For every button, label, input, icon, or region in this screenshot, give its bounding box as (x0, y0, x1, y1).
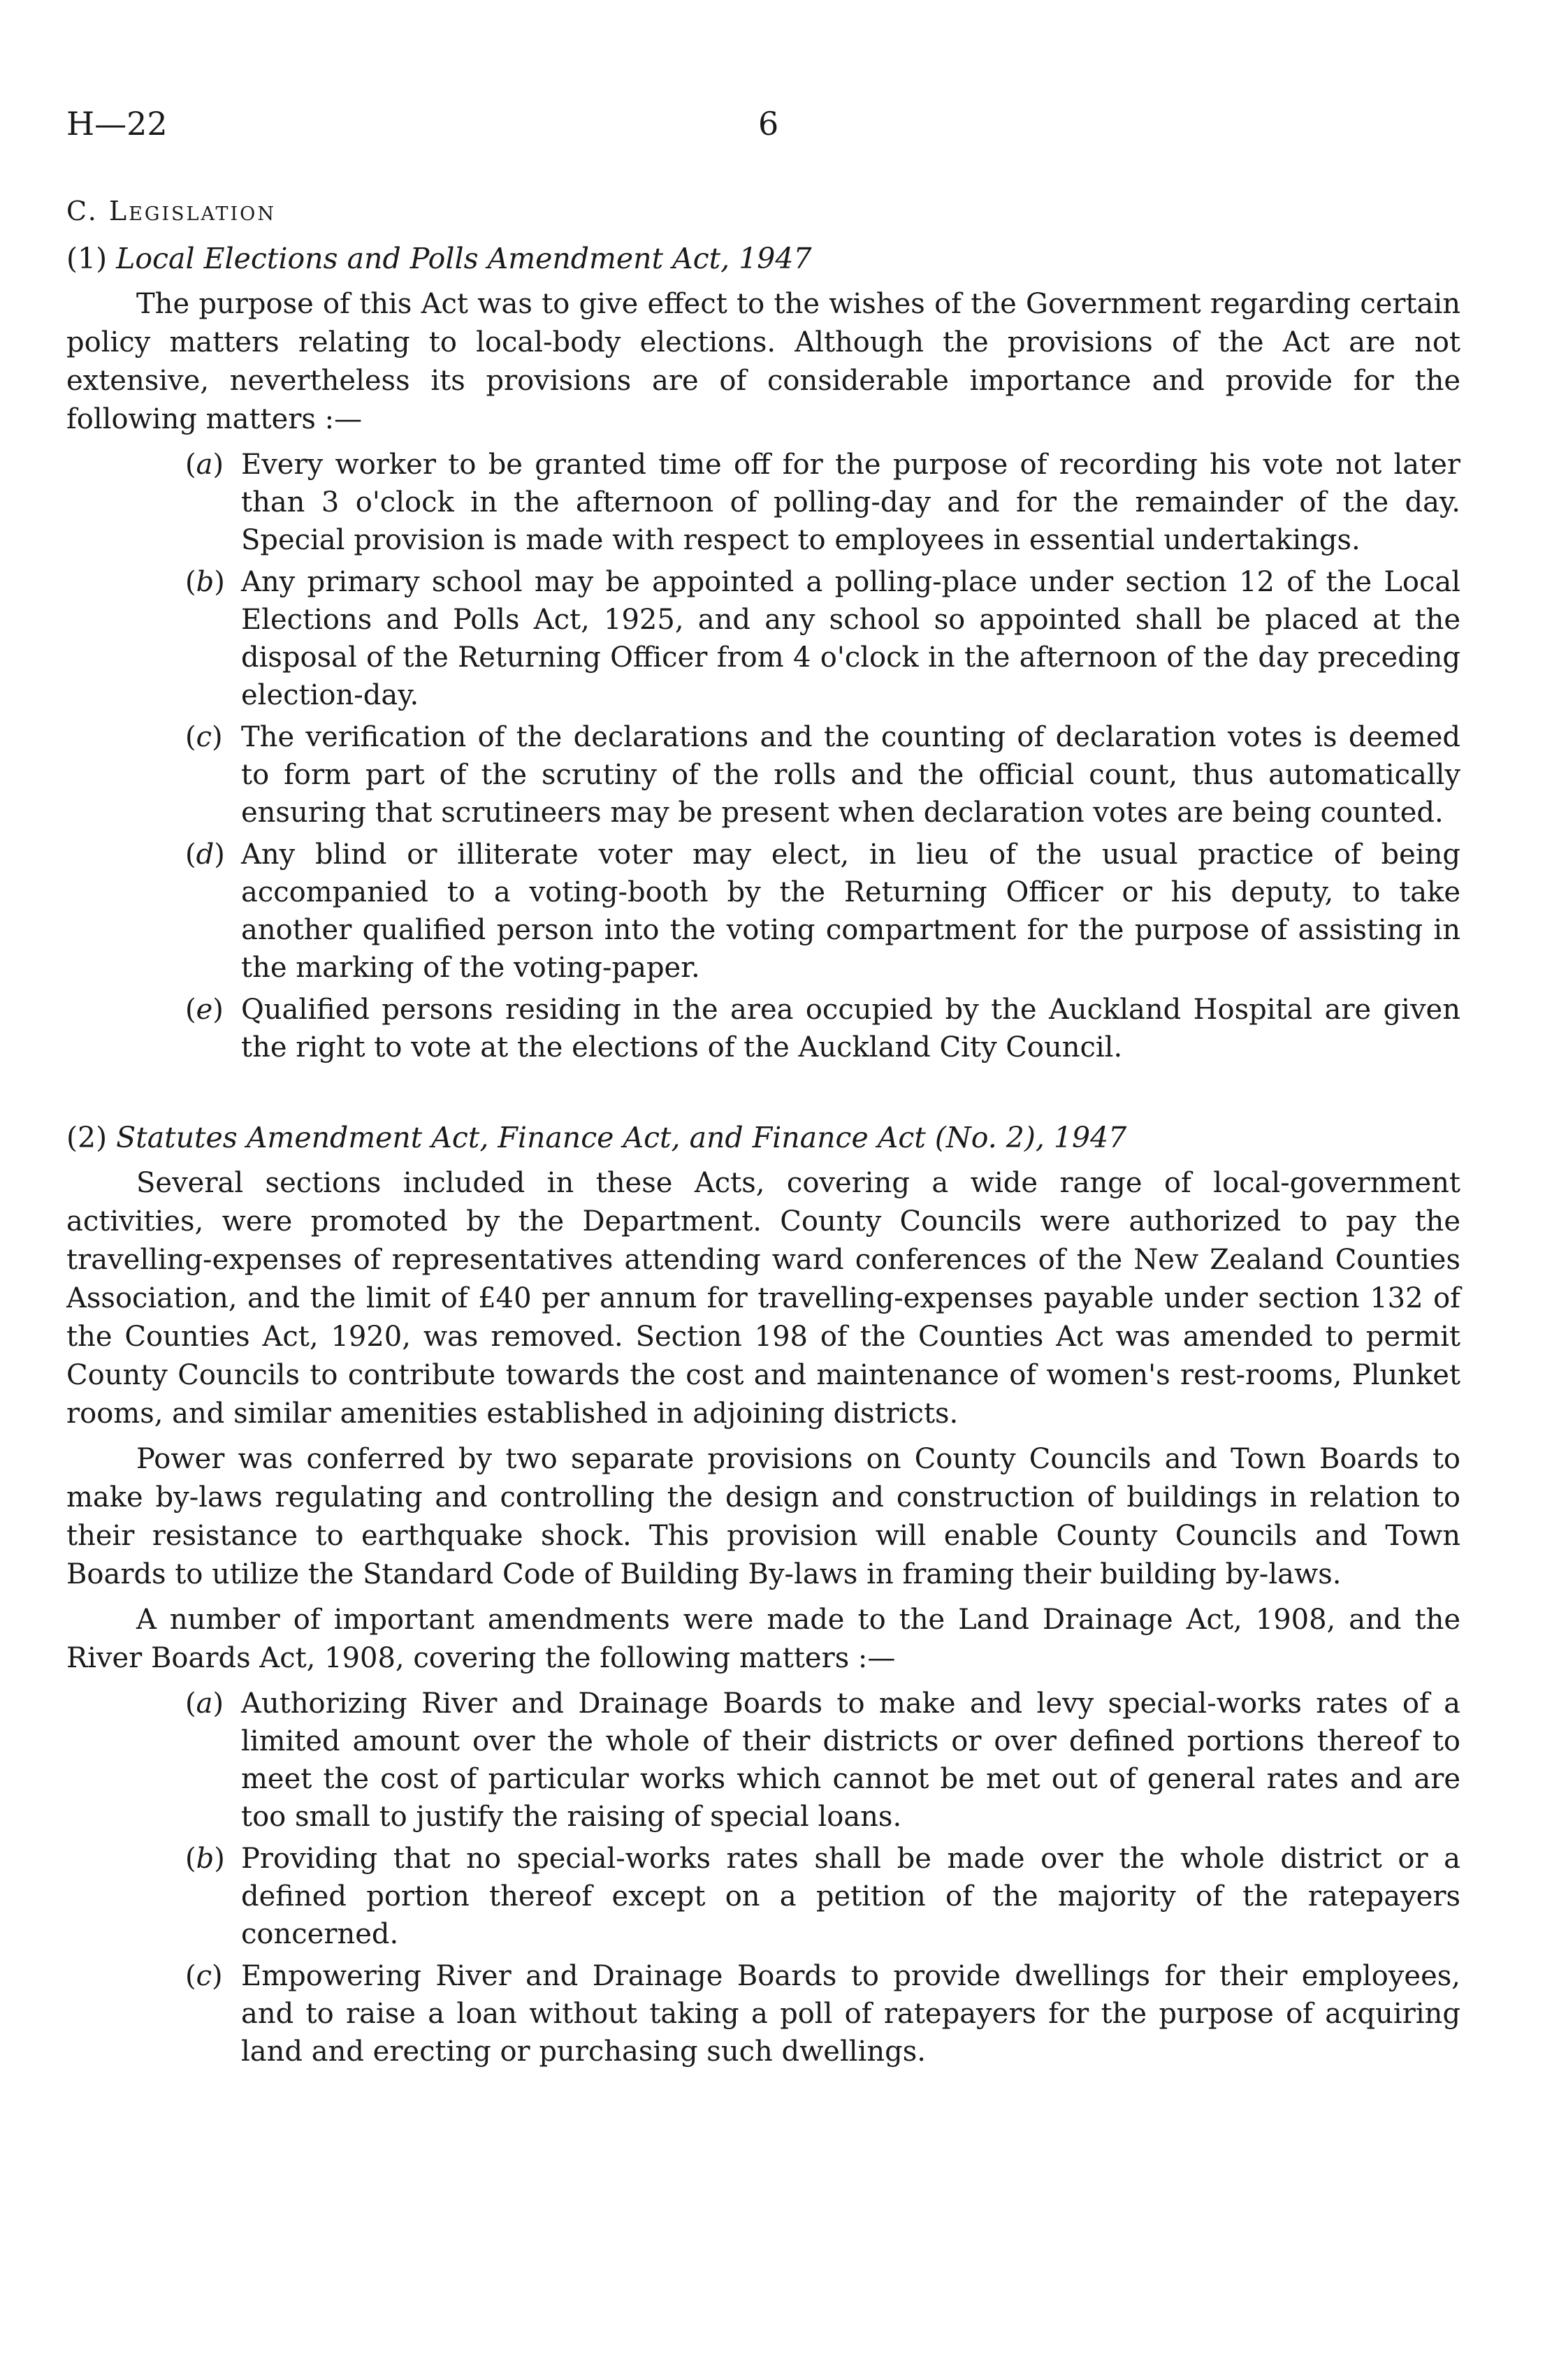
subsection-2-number: (2) (66, 1121, 108, 1154)
subsection-2-paragraph: Several sections included in these Acts, covering a wide range of local-government activities, were promoted by the Department. County Councils were authorized to pay the travelling-expenses of representatives attending ward conferences of the New Zealand Counties Association, and the limit of £40 per annum for travelling-expenses payable under section 132 of the Counties Act, 1920, was removed. Section 198 of the Counties Act was amended to permit County Councils to contribute towards the cost and maintenance of women's rest-rooms, Plunket rooms, and similar amenities established in adjoining districts. (66, 1167, 1460, 1430)
list-item-label: (c) (185, 1960, 223, 1992)
subsection-2-list (66, 1685, 1460, 2070)
list-item-label: (d) (185, 839, 225, 871)
list-item (66, 1840, 1460, 1953)
list-item-label: (e) (185, 994, 224, 1026)
page-number: 6 (758, 105, 779, 143)
subsection-1-number: (1) (66, 242, 108, 275)
subsection-1-list (66, 446, 1460, 1066)
page-header (66, 105, 1460, 168)
document-reference: H—22 (66, 105, 168, 143)
list-item (66, 1685, 1460, 1836)
section-heading: C. Legislation (66, 196, 276, 226)
subsection-1-intro: The purpose of this Act was to give effect to the wishes of the Government regarding certain policy matters relating to local-body elections. Although the provisions of the Act are not extensive, nevertheless its provisions are of considerable importance and provide for the following matters :— (66, 288, 1460, 435)
list-item-label: (a) (185, 1688, 224, 1720)
list-item (66, 446, 1460, 559)
list-item (66, 991, 1460, 1066)
list-item (66, 1957, 1460, 2070)
list-item-label: (c) (185, 721, 223, 753)
list-item-text: Every worker to be granted time off for the purpose of recording his vote not later than 3 o'clock in the afternoon of polling-day and for the remainder of the day. Special provision is made with respect to employees in essential undertakings. (241, 449, 1460, 556)
list-item-text: Qualified persons residing in the area occupied by the Auckland Hospital are given the right to vote at the elections of the Auckland City Council. (241, 994, 1460, 1064)
subsection-2-heading (66, 1121, 1460, 1154)
subsection-1-title: Local Elections and Polls Amendment Act, 1947 (116, 242, 812, 275)
list-item-text: Any primary school may be appointed a polling-place under section 12 of the Local Elections and Polls Act, 1925, and any school so appointed shall be placed at the disposal of the Returning Officer from 4 o'clock in the afternoon of the day preceding election-day. (241, 566, 1460, 711)
subsection-1-heading (66, 242, 1460, 275)
document-page (66, 105, 1460, 2075)
subsection-2-paragraph: A number of important amendments were made to the Land Drainage Act, 1908, and the River Boards Act, 1908, covering the following matters :— (66, 1604, 1460, 1674)
list-item-text: Providing that no special-works rates shall be made over the whole district or a defined portion thereof except on a petition of the majority of the ratepayers concerned. (241, 1843, 1460, 1950)
list-item-text: Empowering River and Drainage Boards to provide dwellings for their employees, and to raise a loan without taking a poll of ratepayers for the purpose of acquiring land and erecting or purchasing such dwellings. (241, 1960, 1460, 2068)
list-item-label: (b) (185, 1843, 225, 1875)
subsection-2-paragraph: Power was conferred by two separate provisions on County Councils and Town Boards to make by-laws regulating and controlling the design and construction of buildings in relation to their resistance to earthquake shock. This provision will enable County Councils and Town Boards to utilize the Standard Code of Building By-laws in framing their building by-laws. (66, 1443, 1460, 1590)
list-item (66, 718, 1460, 832)
subsection-2-title: Statutes Amendment Act, Finance Act, and Finance Act (No. 2), 1947 (116, 1121, 1127, 1154)
list-item-text: Authorizing River and Drainage Boards to make and levy special-works rates of a limited amount over the whole of their districts or over defined portions thereof to meet the cost of particular works which cannot be met out of general rates and are too small to justify the raising of special loans. (241, 1688, 1460, 1833)
list-item-label: (a) (185, 449, 224, 481)
list-item (66, 563, 1460, 714)
list-item (66, 836, 1460, 987)
list-item-text: Any blind or illiterate voter may elect, in lieu of the usual practice of being accompanied to a voting-booth by the Returning Officer or his deputy, to take another qualified person into the voting compartment for the purpose of assisting in the marking of the voting-paper. (241, 839, 1460, 984)
list-item-text: The verification of the declarations and the counting of declaration votes is deemed to form part of the scrutiny of the rolls and the official count, thus automatically ensuring that scrutineers may be present when declaration votes are being counted. (241, 721, 1460, 829)
list-item-label: (b) (185, 566, 225, 598)
